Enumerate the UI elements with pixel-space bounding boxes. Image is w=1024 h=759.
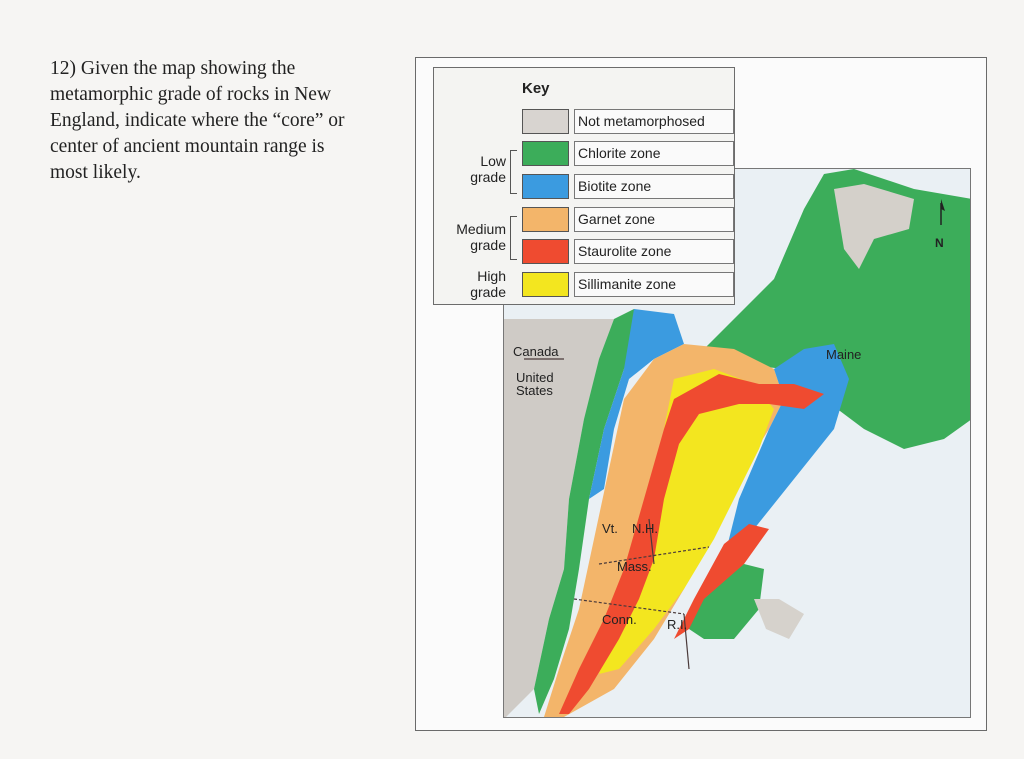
grade-medium-line1: Medium: [456, 221, 506, 237]
compass-n-label: N: [935, 236, 944, 250]
grade-medium-line2: grade: [470, 237, 506, 253]
swatch-not-metamorphosed: [522, 109, 569, 134]
zone-label-chlorite: Chlorite zone: [574, 141, 734, 166]
label-maine: Maine: [826, 347, 862, 362]
label-united-states: [516, 371, 554, 397]
grade-high: [470, 268, 506, 300]
label-mass: Mass.: [617, 559, 652, 574]
grade-high-line1: High: [477, 268, 506, 284]
zone-label-not-metamorphosed: Not metamorphosed: [574, 109, 734, 134]
label-canada: Canada: [513, 344, 559, 359]
label-ri: R.I.: [667, 617, 688, 632]
swatch-biotite: [522, 174, 569, 199]
zone-label-garnet: Garnet zone: [574, 207, 734, 232]
swatch-staurolite: [522, 239, 569, 264]
medium-grade-bracket: [510, 216, 517, 260]
grade-low-line1: Low: [480, 153, 506, 169]
legend-key: [433, 67, 735, 305]
low-grade-bracket: [510, 150, 517, 194]
question-line-1: 12) Given the map showing the: [50, 58, 296, 79]
zone-label-staurolite: Staurolite zone: [574, 239, 734, 264]
question-line-3: England, indicate where the “core” or: [50, 110, 345, 131]
label-nh: N.H.: [632, 521, 658, 536]
grade-low-line2: grade: [470, 169, 506, 185]
swatch-garnet: [522, 207, 569, 232]
label-states: States: [516, 383, 553, 398]
question-line-4: center of ancient mountain range is: [50, 136, 325, 157]
question-line-5: most likely.: [50, 162, 141, 183]
grade-medium: [456, 221, 506, 253]
label-conn: Conn.: [602, 612, 637, 627]
label-vt: Vt.: [602, 521, 618, 536]
grade-low: [470, 153, 506, 185]
swatch-chlorite: [522, 141, 569, 166]
swatch-sillimanite: [522, 272, 569, 297]
zone-label-sillimanite: Sillimanite zone: [574, 272, 734, 297]
zone-label-biotite: Biotite zone: [574, 174, 734, 199]
label-united: United: [516, 370, 554, 385]
grade-high-line2: grade: [470, 284, 506, 300]
key-title: Key: [522, 80, 550, 97]
question-line-2: metamorphic grade of rocks in New: [50, 84, 332, 105]
question-text: [50, 56, 395, 186]
